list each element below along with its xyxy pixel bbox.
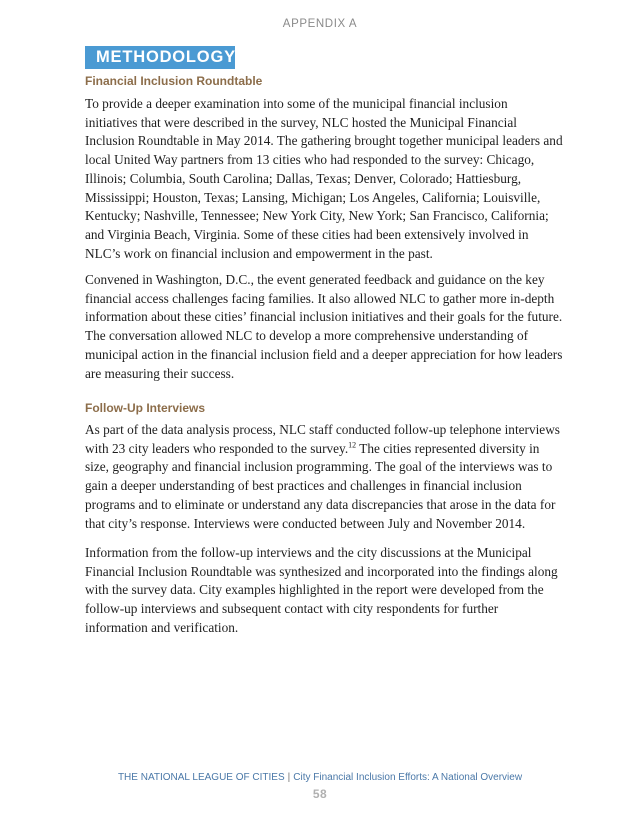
footer-organization: THE NATIONAL LEAGUE OF CITIES bbox=[117, 772, 285, 783]
interviews-paragraph-1-text-continued: The cities represented diversity in size, geography and financial inclusion programming. The goal of the interviews was to gain a deeper understanding of best practices and challenges in financial inclusion programs and to eliminate or understand any data discrepancies that arose in the data for that city’s response. Interviews were conducted between July and November 2014. bbox=[85, 440, 556, 531]
footer-separator: | bbox=[287, 772, 291, 783]
page-number: 58 bbox=[312, 787, 328, 801]
page-footer bbox=[0, 772, 640, 783]
section-title-banner: METHODOLOGY bbox=[85, 46, 235, 69]
roundtable-paragraph-1: To provide a deeper examination into some of the municipal financial inclusion initiatives that were described in the survey, NLC hosted the Municipal Financial Inclusion Roundtable in May 2014. The gathering brought together municipal leaders and local United Way partners from 13 cities who had responded to the survey: Chicago, Illinois; Columbia, South Carolina; Dallas, Texas; Denver, Colorado; Hattiesburg, Mississippi; Houston, Texas; Lansing, Michigan; Los Angeles, California; Louisville, Kentucky; Nashville, Tennessee; New York City, New York; San Francisco, California; and Virginia Beach, Virginia. Some of these cities had been extensively involved in NLC’s work on financial inclusion and empowerment in the past. bbox=[85, 96, 563, 261]
interviews-heading: Follow-Up Interviews bbox=[85, 401, 206, 415]
footer-report-title: City Financial Inclusion Efforts: A National Overview bbox=[293, 772, 523, 783]
roundtable-heading: Financial Inclusion Roundtable bbox=[85, 74, 263, 88]
interviews-paragraph-2: Information from the follow-up interviews and the city discussions at the Municipal Financial Inclusion Roundtable was synthesized and incorporated into the findings along with the survey data. City examples highlighted in the report were developed from the follow-up interviews and subsequent contact with city respondents for further information and verification. bbox=[85, 545, 558, 635]
roundtable-paragraph-2: Convened in Washington, D.C., the event generated feedback and guidance on the key financial access challenges facing families. It also allowed NLC to gather more in-depth information about these cities’ financial inclusion initiatives and their goals for the future. The conversation allowed NLC to develop a more comprehensive understanding of municipal action in the financial inclusion field and a deeper appreciation for how leaders are measuring their success. bbox=[85, 272, 563, 381]
interviews-paragraph-1-text: As part of the data analysis process, NLC staff conducted follow-up telephone interviews with 23 city leaders who responded to the survey. bbox=[85, 422, 560, 456]
footnote-reference: 12 bbox=[348, 440, 357, 450]
appendix-label: APPENDIX A bbox=[282, 18, 358, 30]
interviews-paragraph-1 bbox=[85, 421, 563, 533]
